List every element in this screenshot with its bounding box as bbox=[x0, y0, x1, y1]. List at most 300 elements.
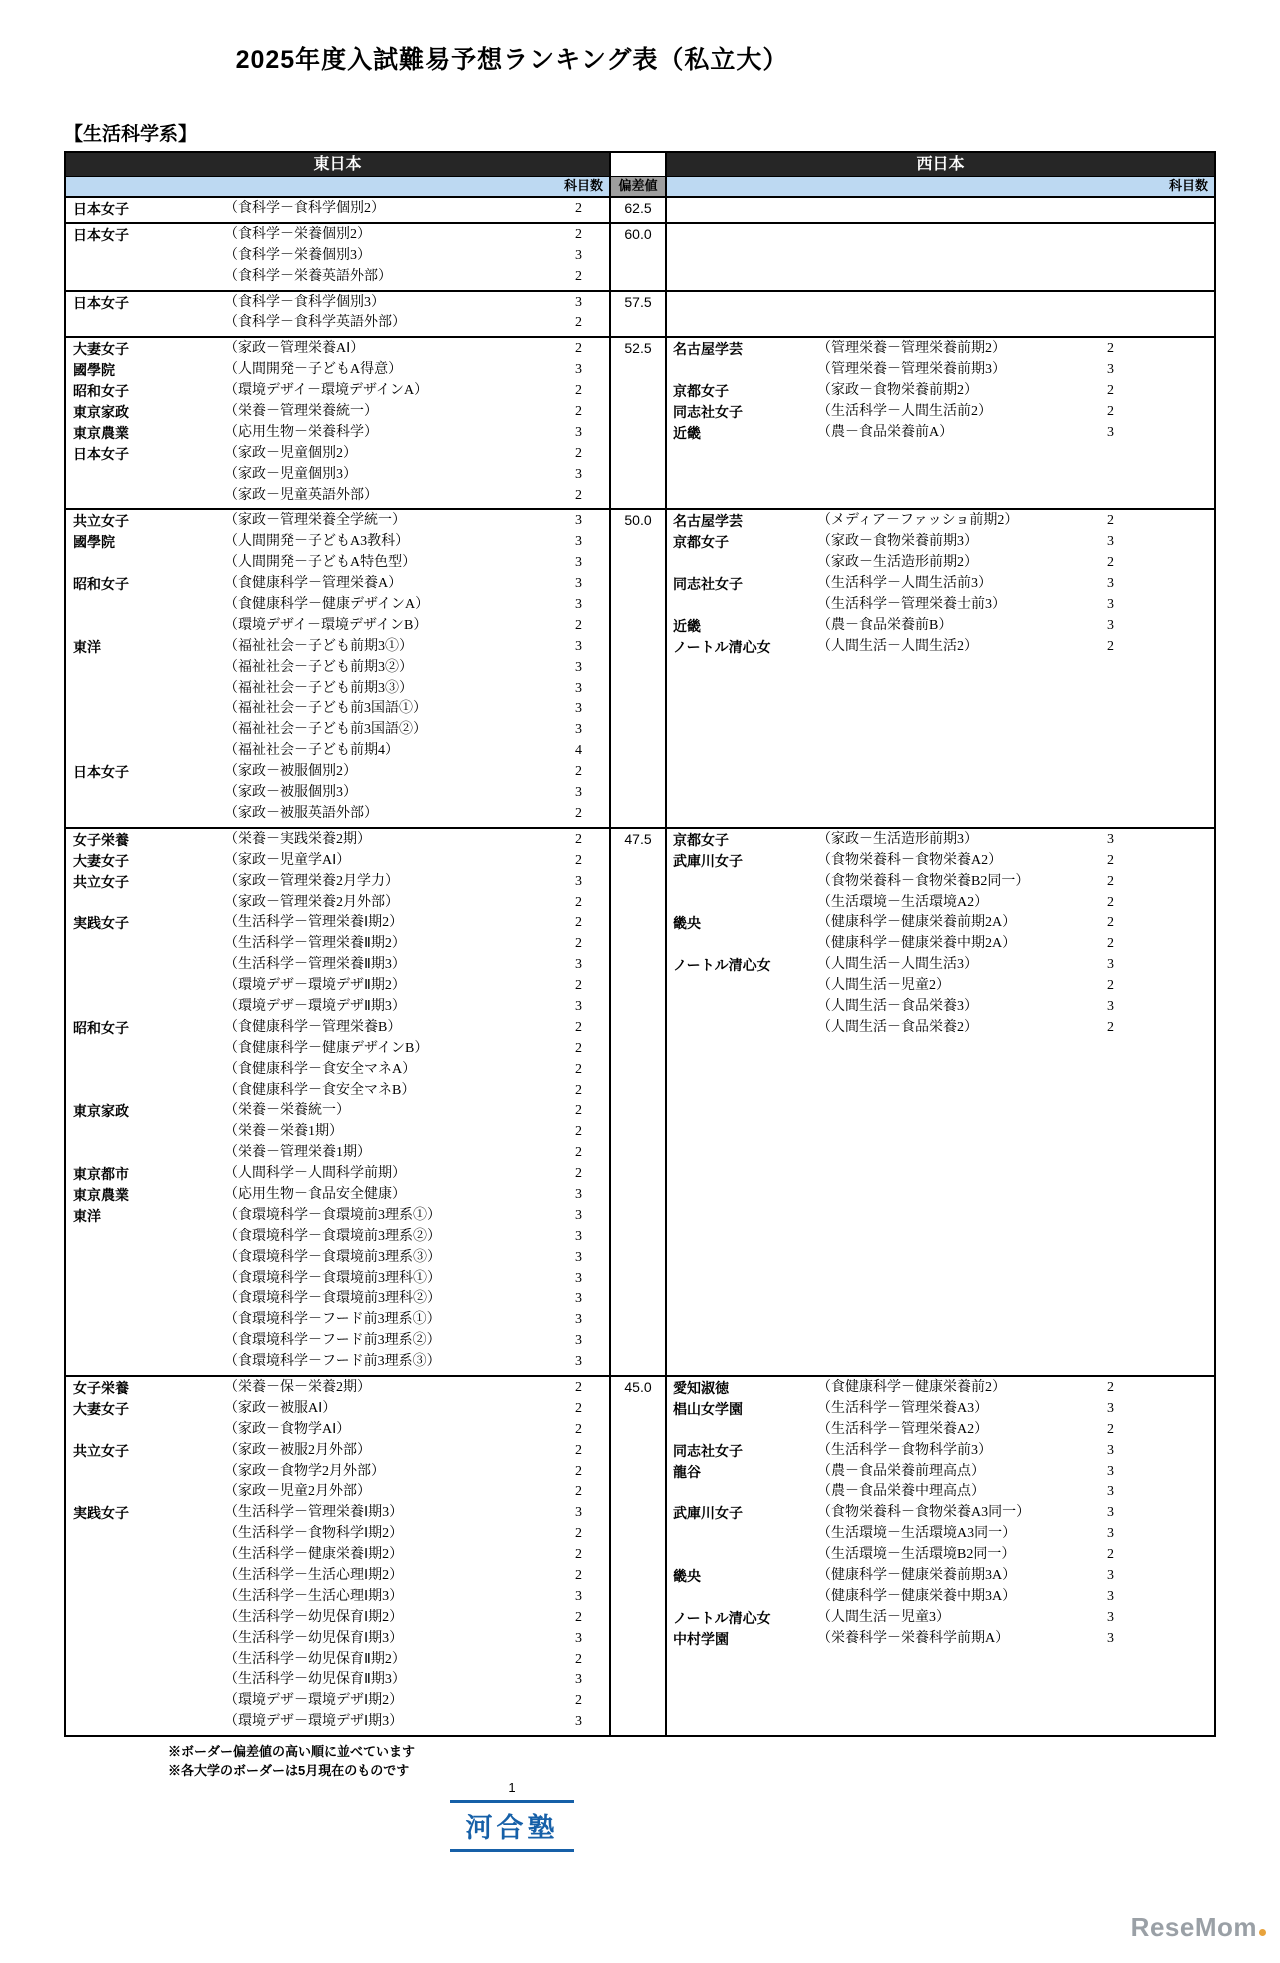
subject-count: 3 bbox=[575, 1354, 582, 1370]
subject-count: 2 bbox=[1107, 978, 1114, 994]
subject-count: 3 bbox=[1107, 1568, 1114, 1583]
program-name: （食環境科学－フード前3理系①） bbox=[224, 1312, 441, 1328]
program-name: （生活科学－健康栄養Ⅰ期2） bbox=[224, 1547, 404, 1563]
table-row bbox=[66, 381, 609, 402]
program-name: （環境デザ－環境デザⅡ期2） bbox=[224, 978, 406, 994]
program-name: （生活科学－人間生活前3） bbox=[817, 576, 992, 592]
table-row bbox=[66, 1289, 609, 1310]
program-name: （生活科学－幼児保育Ⅱ期2） bbox=[224, 1651, 406, 1667]
program-name: （生活科学－管理栄養Ⅱ期2） bbox=[224, 936, 406, 952]
program-name: （食健康科学－健康デザインB） bbox=[224, 1040, 429, 1056]
program-name: （食健康科学－管理栄養A） bbox=[224, 576, 403, 592]
subject-count: 3 bbox=[575, 659, 582, 675]
university-name bbox=[73, 1524, 224, 1545]
table-row bbox=[66, 1227, 609, 1248]
university-name bbox=[673, 595, 817, 616]
program-name: （家政－被服個別2） bbox=[224, 764, 357, 780]
subject-count: 3 bbox=[575, 466, 582, 482]
subject-count: 2 bbox=[575, 1651, 582, 1667]
subject-count: 2 bbox=[575, 1379, 582, 1395]
subject-count: 2 bbox=[1107, 513, 1114, 529]
university-name bbox=[673, 872, 817, 893]
subject-count: 3 bbox=[1107, 617, 1114, 633]
table-row bbox=[66, 679, 609, 700]
program-name: （人間生活－人間生活3） bbox=[817, 957, 978, 973]
subject-count: 3 bbox=[575, 1630, 582, 1646]
program-name: （家政－生活造形前期2） bbox=[817, 555, 978, 571]
university-name: 女子栄養 bbox=[73, 1379, 129, 1396]
university-name: ノートル清心女 bbox=[673, 957, 771, 974]
program-name: （家政－生活造形前期3） bbox=[817, 831, 978, 847]
table-row bbox=[667, 830, 1214, 851]
university-name bbox=[73, 267, 224, 288]
table-row bbox=[66, 225, 609, 246]
subject-count: 3 bbox=[1107, 576, 1114, 592]
table-row bbox=[667, 553, 1214, 574]
table-row bbox=[66, 741, 609, 762]
university-name bbox=[73, 1039, 224, 1060]
deviation-block bbox=[66, 222, 1214, 290]
program-name: （生活科学－生活心理Ⅰ期3） bbox=[224, 1588, 404, 1604]
subject-count: 2 bbox=[575, 1400, 582, 1416]
table-row bbox=[66, 1462, 609, 1483]
program-name: （福祉社会－子ども前期3②） bbox=[224, 659, 413, 675]
subject-count: 2 bbox=[1107, 638, 1114, 654]
university-name bbox=[73, 1060, 224, 1081]
university-name: 東洋 bbox=[73, 638, 101, 655]
program-name: （生活科学－管理栄養Ⅱ期3） bbox=[224, 957, 406, 973]
table-row bbox=[667, 423, 1214, 444]
university-name bbox=[73, 553, 224, 574]
subject-count: 2 bbox=[575, 1082, 582, 1098]
table-row bbox=[667, 913, 1214, 934]
university-name bbox=[73, 1143, 224, 1164]
table-row bbox=[667, 872, 1214, 893]
program-name: （食科学－食科学英語外部） bbox=[224, 315, 406, 331]
university-name: 日本女子 bbox=[73, 764, 129, 781]
program-name: （家政－食物栄養前期3） bbox=[817, 534, 978, 550]
subject-count: 2 bbox=[575, 1061, 582, 1077]
program-name: （農－食品栄養前B） bbox=[817, 617, 953, 633]
university-name: 愛知淑徳 bbox=[673, 1379, 729, 1396]
subject-count: 3 bbox=[575, 362, 582, 378]
subject-count: 3 bbox=[575, 1333, 582, 1349]
program-name: （食環境科学－食環境前3理系②） bbox=[224, 1228, 441, 1244]
west-cell bbox=[667, 224, 1214, 290]
resemom-watermark-text: ReseMom bbox=[1130, 1912, 1257, 1942]
east-cell bbox=[66, 198, 609, 222]
subject-count: 2 bbox=[575, 1547, 582, 1563]
program-name: （家政－食物学AⅠ） bbox=[224, 1421, 351, 1437]
subject-count: 2 bbox=[575, 852, 582, 868]
deviation-block bbox=[66, 336, 1214, 508]
program-name: （家政－被服2月外部） bbox=[224, 1442, 371, 1458]
university-name: 昭和女子 bbox=[73, 383, 129, 400]
subject-count: 2 bbox=[575, 341, 582, 357]
program-name: （家政－管理栄養AⅠ） bbox=[224, 341, 365, 357]
table-row bbox=[66, 1566, 609, 1587]
deviation-block bbox=[66, 827, 1214, 1375]
table-row bbox=[66, 616, 609, 637]
table-row bbox=[667, 1018, 1214, 1039]
subject-count: 3 bbox=[575, 957, 582, 973]
table-row bbox=[66, 339, 609, 360]
subject-count: 2 bbox=[575, 445, 582, 461]
program-name: （食健康科学－管理栄養B） bbox=[224, 1019, 402, 1035]
university-name bbox=[673, 976, 817, 997]
program-name: （生活科学－人間生活前2） bbox=[817, 404, 992, 420]
table-row bbox=[66, 1545, 609, 1566]
table-row bbox=[66, 1248, 609, 1269]
program-name: （人間開発－子どもA3教科） bbox=[224, 534, 410, 550]
university-name bbox=[73, 1310, 224, 1331]
deviation-value: 57.5 bbox=[624, 293, 652, 310]
table-row bbox=[667, 532, 1214, 553]
university-name: 武庫川女子 bbox=[673, 1505, 743, 1522]
table-row bbox=[667, 616, 1214, 637]
subject-count: 3 bbox=[1107, 1630, 1114, 1646]
university-name: 武庫川女子 bbox=[673, 852, 743, 869]
table-row bbox=[66, 293, 609, 314]
subject-count: 3 bbox=[575, 701, 582, 717]
university-name: 東洋 bbox=[73, 1207, 101, 1224]
table-row bbox=[66, 830, 609, 851]
subject-count: 2 bbox=[575, 1124, 582, 1140]
table-row bbox=[667, 893, 1214, 914]
deviation-value: 45.0 bbox=[624, 1378, 652, 1395]
program-name: （人間生活－食品栄養3） bbox=[817, 998, 978, 1014]
program-name: （人間生活－人間生活2） bbox=[817, 638, 978, 654]
university-name bbox=[73, 783, 224, 804]
university-name bbox=[673, 553, 817, 574]
subject-count: 3 bbox=[575, 1228, 582, 1244]
university-name: 昭和女子 bbox=[73, 1019, 129, 1036]
university-name: 日本女子 bbox=[73, 445, 129, 462]
university-name bbox=[73, 934, 224, 955]
subject-count: 2 bbox=[575, 1693, 582, 1709]
university-name: 日本女子 bbox=[73, 201, 129, 217]
table-row bbox=[667, 997, 1214, 1018]
subject-count: 2 bbox=[1107, 341, 1114, 357]
subject-count: 3 bbox=[1107, 534, 1114, 550]
university-name: 共立女子 bbox=[73, 1442, 129, 1459]
subject-count: 3 bbox=[1107, 1484, 1114, 1500]
table-row bbox=[66, 1310, 609, 1331]
university-name bbox=[73, 658, 224, 679]
program-name: （健康科学－健康栄養中期3A） bbox=[817, 1588, 1017, 1604]
subject-count: 3 bbox=[1107, 1400, 1114, 1416]
university-name bbox=[73, 1122, 224, 1143]
subject-count: 3 bbox=[575, 513, 582, 529]
program-name: （応用生物－食品安全健康） bbox=[224, 1186, 406, 1202]
university-name bbox=[73, 1482, 224, 1503]
university-name: 同志社女子 bbox=[673, 576, 743, 593]
table-row bbox=[66, 1122, 609, 1143]
table-row bbox=[66, 1206, 609, 1227]
program-name: （生活環境－生活環境A2） bbox=[817, 894, 989, 910]
east-cell bbox=[66, 292, 609, 337]
table-row bbox=[667, 1420, 1214, 1441]
deviation-cell bbox=[609, 224, 667, 290]
subject-count: 3 bbox=[575, 1714, 582, 1730]
university-name bbox=[73, 1545, 224, 1566]
subject-count: 2 bbox=[575, 487, 582, 503]
program-name: （農－食品栄養前理高点） bbox=[817, 1463, 985, 1479]
deviation-cell bbox=[609, 198, 667, 222]
university-name: 京都女子 bbox=[673, 534, 729, 551]
university-name bbox=[673, 893, 817, 914]
university-name bbox=[73, 1289, 224, 1310]
table-row bbox=[66, 1185, 609, 1206]
table-row bbox=[66, 699, 609, 720]
table-row bbox=[66, 1269, 609, 1290]
university-name bbox=[73, 699, 224, 720]
table-row bbox=[667, 339, 1214, 360]
subject-count: 2 bbox=[575, 1484, 582, 1500]
east-subjects-header: 科目数 bbox=[66, 177, 609, 196]
subject-count: 2 bbox=[575, 1040, 582, 1056]
table-row bbox=[667, 511, 1214, 532]
subject-count: 2 bbox=[575, 1568, 582, 1583]
university-name bbox=[73, 1629, 224, 1650]
subject-count: 3 bbox=[575, 1588, 582, 1604]
university-name: 共立女子 bbox=[73, 513, 129, 530]
subject-count: 2 bbox=[575, 268, 582, 284]
university-name bbox=[73, 1081, 224, 1102]
resemom-watermark bbox=[1131, 1912, 1266, 1943]
subject-count: 3 bbox=[575, 1312, 582, 1328]
subject-count: 3 bbox=[575, 1249, 582, 1265]
subject-count: 2 bbox=[575, 383, 582, 399]
program-name: （生活科学－幼児保育Ⅰ期3） bbox=[224, 1630, 404, 1646]
program-name: （健康科学－健康栄養前期2A） bbox=[817, 915, 1017, 931]
table-row bbox=[667, 1524, 1214, 1545]
program-name: （健康科学－健康栄養前期3A） bbox=[817, 1568, 1017, 1583]
program-name: （環境デザイ－環境デザインB） bbox=[224, 617, 428, 633]
subject-count: 3 bbox=[575, 722, 582, 738]
program-name: （生活科学－管理栄養A2） bbox=[817, 1421, 989, 1437]
subject-count: 2 bbox=[1107, 555, 1114, 571]
subject-count: 3 bbox=[575, 294, 582, 310]
university-name bbox=[73, 246, 224, 267]
deviation-value: 50.0 bbox=[624, 512, 652, 529]
table-row bbox=[66, 637, 609, 658]
program-name: （食科学－食科学個別3） bbox=[224, 294, 385, 310]
program-name: （環境デザイ－環境デザインA） bbox=[224, 383, 429, 399]
kawaijuku-logo bbox=[450, 1800, 574, 1852]
university-name bbox=[673, 1482, 817, 1503]
university-name: 畿央 bbox=[673, 915, 701, 932]
university-name bbox=[673, 360, 817, 381]
west-japan-header: 西日本 bbox=[667, 153, 1214, 176]
program-name: （家政－児童学AⅠ） bbox=[224, 852, 351, 868]
program-name: （環境デザ－環境デザⅠ期2） bbox=[224, 1693, 404, 1709]
subject-count: 2 bbox=[575, 1609, 582, 1625]
deviation-cell bbox=[609, 1377, 667, 1735]
program-name: （食科学－栄養個別3） bbox=[224, 247, 371, 263]
university-name bbox=[73, 955, 224, 976]
subject-count: 3 bbox=[575, 597, 582, 613]
university-name bbox=[73, 616, 224, 637]
university-name: 共立女子 bbox=[73, 873, 129, 890]
west-cell bbox=[667, 338, 1214, 508]
program-name: （生活科学－生活心理Ⅰ期2） bbox=[224, 1568, 404, 1583]
university-name: 名古屋学芸 bbox=[673, 513, 743, 530]
program-name: （福祉社会－子ども前3国語①） bbox=[224, 701, 427, 717]
subject-count: 2 bbox=[575, 1019, 582, 1035]
table-row bbox=[66, 1164, 609, 1185]
subject-count: 2 bbox=[575, 404, 582, 420]
table-row bbox=[66, 532, 609, 553]
program-name: （生活科学－管理栄養Ⅰ期2） bbox=[224, 915, 404, 931]
subject-count: 3 bbox=[575, 1672, 582, 1688]
subject-count: 2 bbox=[1107, 1379, 1114, 1395]
deviation-block bbox=[66, 508, 1214, 826]
university-name bbox=[73, 1248, 224, 1269]
subject-count: 2 bbox=[1107, 1547, 1114, 1563]
subject-count: 2 bbox=[1107, 894, 1114, 910]
table-row bbox=[66, 1441, 609, 1462]
table-row bbox=[667, 1482, 1214, 1503]
table-row bbox=[66, 720, 609, 741]
table-row bbox=[66, 1352, 609, 1373]
university-name: 日本女子 bbox=[73, 294, 129, 311]
table-row bbox=[66, 783, 609, 804]
university-name bbox=[73, 1331, 224, 1352]
university-name: 昭和女子 bbox=[73, 576, 129, 593]
program-name: （栄養－保－栄養2期） bbox=[224, 1379, 371, 1395]
table-row bbox=[66, 955, 609, 976]
university-name: 東京農業 bbox=[73, 1186, 129, 1203]
subject-count: 3 bbox=[575, 534, 582, 550]
university-name: 名古屋学芸 bbox=[673, 341, 743, 358]
program-name: （家政－被服個別3） bbox=[224, 785, 357, 801]
table-subheader-row bbox=[66, 176, 1214, 198]
program-name: （食環境科学－フード前3理系②） bbox=[224, 1333, 441, 1349]
subject-count: 2 bbox=[575, 201, 582, 216]
east-cell bbox=[66, 510, 609, 826]
university-name bbox=[73, 1608, 224, 1629]
kawaijuku-logo-text: 河合塾 bbox=[465, 1813, 559, 1843]
table-row bbox=[667, 1399, 1214, 1420]
table-row bbox=[66, 486, 609, 507]
program-name: （栄養－栄養統一） bbox=[224, 1103, 350, 1119]
program-name: （人間開発－子どもA特色型） bbox=[224, 555, 417, 571]
page-title: 2025年度入試難易予想ランキング表（私立大） bbox=[235, 46, 789, 74]
table-row bbox=[66, 762, 609, 783]
subject-count: 2 bbox=[575, 915, 582, 931]
program-name: （栄養－栄養1期） bbox=[224, 1124, 343, 1140]
university-name bbox=[673, 1587, 817, 1608]
university-name bbox=[73, 804, 224, 825]
subject-count: 3 bbox=[1107, 1609, 1114, 1625]
university-name: 京都女子 bbox=[673, 831, 729, 848]
table-row bbox=[66, 1331, 609, 1352]
table-row bbox=[66, 1060, 609, 1081]
subject-count: 3 bbox=[575, 247, 582, 263]
subject-count: 2 bbox=[575, 1526, 582, 1542]
west-cell bbox=[667, 1377, 1214, 1735]
university-name bbox=[73, 679, 224, 700]
university-name bbox=[73, 313, 224, 334]
program-name: （メディア－ファッショ前期2） bbox=[817, 513, 1019, 529]
note-line: ※各大学のボーダーは5月現在のものです bbox=[168, 1763, 410, 1778]
table-row bbox=[667, 1608, 1214, 1629]
subject-count: 2 bbox=[1107, 1019, 1114, 1035]
program-name: （食健康科学－食安全マネB） bbox=[224, 1082, 416, 1098]
table-row bbox=[66, 1399, 609, 1420]
subject-count: 2 bbox=[575, 936, 582, 952]
program-name: （食物栄養科－食物栄養A2） bbox=[817, 852, 1003, 868]
subject-count: 2 bbox=[575, 1103, 582, 1119]
program-name: （人間生活－児童2） bbox=[817, 978, 950, 994]
university-name: ノートル清心女 bbox=[673, 1609, 771, 1626]
program-name: （食健康科学－食安全マネA） bbox=[224, 1061, 417, 1077]
table-row bbox=[66, 1503, 609, 1524]
deviation-cell bbox=[609, 338, 667, 508]
subject-count: 3 bbox=[1107, 831, 1114, 847]
table-row bbox=[66, 423, 609, 444]
university-name bbox=[673, 1524, 817, 1545]
table-row bbox=[66, 267, 609, 288]
subject-count: 2 bbox=[1107, 873, 1114, 889]
subject-count: 2 bbox=[575, 978, 582, 994]
program-name: （福祉社会－子ども前期4） bbox=[224, 743, 399, 759]
university-name bbox=[73, 1712, 224, 1733]
program-name: （生活科学－食物科学前3） bbox=[817, 1442, 992, 1458]
subject-count: 3 bbox=[575, 998, 582, 1014]
program-name: （生活科学－管理栄養A3） bbox=[817, 1400, 989, 1416]
subject-count: 3 bbox=[575, 576, 582, 592]
subject-count: 3 bbox=[575, 1291, 582, 1307]
subject-count: 3 bbox=[575, 680, 582, 696]
table-row bbox=[66, 658, 609, 679]
deviation-value: 52.5 bbox=[624, 340, 652, 357]
program-name: （食環境科学－食環境前3理系①） bbox=[224, 1207, 441, 1223]
subject-count: 3 bbox=[1107, 957, 1114, 973]
university-name bbox=[73, 893, 224, 914]
program-name: （環境デザ－環境デザⅠ期3） bbox=[224, 1714, 404, 1730]
program-name: （応用生物－栄養科学） bbox=[224, 424, 378, 440]
table-row bbox=[667, 595, 1214, 616]
program-name: （生活環境－生活環境A3同一） bbox=[817, 1526, 1017, 1542]
section-label: 【生活科学系】 bbox=[64, 124, 198, 145]
program-name: （福祉社会－子ども前期3①） bbox=[224, 638, 413, 654]
program-name: （生活環境－生活環境B2同一） bbox=[817, 1547, 1016, 1563]
table-row bbox=[66, 1629, 609, 1650]
university-name bbox=[73, 1420, 224, 1441]
subject-count: 2 bbox=[1107, 1421, 1114, 1437]
university-name bbox=[73, 997, 224, 1018]
table-row bbox=[667, 1441, 1214, 1462]
subject-count: 2 bbox=[575, 226, 582, 242]
university-name bbox=[73, 1587, 224, 1608]
table-row bbox=[66, 553, 609, 574]
table-row bbox=[66, 444, 609, 465]
university-name bbox=[73, 976, 224, 997]
table-row bbox=[66, 1608, 609, 1629]
table-row bbox=[667, 1629, 1214, 1650]
east-cell bbox=[66, 224, 609, 290]
university-name: 龍谷 bbox=[673, 1463, 701, 1480]
university-name bbox=[673, 934, 817, 955]
deviation-block bbox=[66, 1375, 1214, 1735]
subject-count: 3 bbox=[575, 1186, 582, 1202]
subject-count: 2 bbox=[575, 1166, 582, 1182]
table-row bbox=[667, 1503, 1214, 1524]
subject-count: 2 bbox=[1107, 852, 1114, 868]
university-name: 同志社女子 bbox=[673, 1442, 743, 1459]
